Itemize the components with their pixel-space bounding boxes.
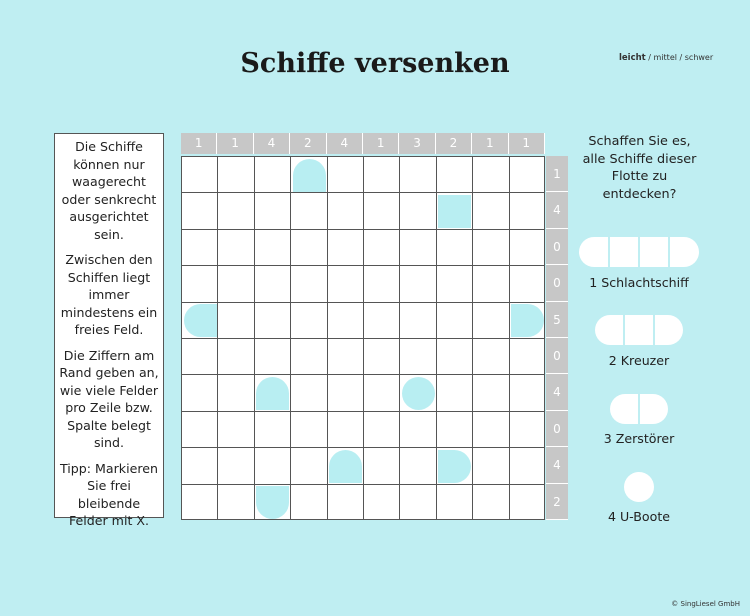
ship-segment bbox=[640, 237, 668, 267]
row-clue-2: 4 bbox=[546, 192, 568, 228]
grid-cell[interactable] bbox=[218, 375, 254, 411]
grid-cell[interactable] bbox=[364, 485, 400, 520]
row-clue-5: 5 bbox=[546, 302, 568, 338]
row-clue-9: 4 bbox=[546, 447, 568, 483]
grid-cell[interactable] bbox=[400, 339, 436, 375]
grid-cell[interactable] bbox=[510, 230, 545, 266]
grid-cell[interactable] bbox=[291, 412, 327, 448]
grid-cell[interactable] bbox=[291, 448, 327, 484]
difficulty-hard[interactable]: schwer bbox=[684, 53, 714, 62]
grid-cell[interactable] bbox=[291, 485, 327, 520]
game-board bbox=[181, 156, 545, 520]
grid-cell[interactable] bbox=[364, 266, 400, 302]
grid-cell[interactable] bbox=[400, 157, 436, 193]
grid-cell[interactable] bbox=[218, 266, 254, 302]
grid-cell[interactable] bbox=[255, 448, 291, 484]
grid-cell[interactable] bbox=[291, 230, 327, 266]
grid-cell[interactable] bbox=[437, 157, 473, 193]
grid-cell[interactable] bbox=[182, 193, 218, 229]
grid-cell[interactable] bbox=[437, 412, 473, 448]
grid-cell[interactable] bbox=[510, 339, 545, 375]
grid-cell[interactable] bbox=[255, 230, 291, 266]
grid-cell[interactable] bbox=[182, 375, 218, 411]
revealed-ship-segment bbox=[329, 450, 362, 483]
difficulty-medium[interactable]: mittel bbox=[653, 53, 677, 62]
grid-cell[interactable] bbox=[400, 266, 436, 302]
revealed-ship-segment bbox=[402, 377, 435, 410]
grid-cell[interactable] bbox=[328, 412, 364, 448]
grid-cell[interactable] bbox=[328, 230, 364, 266]
column-clues bbox=[181, 133, 545, 154]
grid-cell[interactable] bbox=[437, 230, 473, 266]
grid-cell[interactable] bbox=[182, 448, 218, 484]
grid-cell[interactable] bbox=[400, 412, 436, 448]
column-clue-1: 1 bbox=[181, 133, 217, 154]
grid-cell[interactable] bbox=[364, 157, 400, 193]
row-clue-8: 0 bbox=[546, 411, 568, 447]
column-clue-8: 2 bbox=[436, 133, 472, 154]
grid-cell[interactable] bbox=[182, 412, 218, 448]
grid-cell[interactable] bbox=[473, 375, 509, 411]
revealed-ship-segment bbox=[438, 450, 471, 483]
revealed-ship-segment bbox=[256, 377, 289, 410]
row-clue-10: 2 bbox=[546, 484, 568, 520]
grid-cell[interactable] bbox=[218, 157, 254, 193]
grid-cell[interactable] bbox=[400, 230, 436, 266]
ship-segment bbox=[610, 394, 638, 424]
grid-cell[interactable] bbox=[510, 157, 545, 193]
revealed-ship-segment bbox=[184, 304, 217, 337]
row-clue-6: 0 bbox=[546, 338, 568, 374]
grid-cell[interactable] bbox=[364, 303, 400, 339]
grid-cell[interactable] bbox=[400, 303, 436, 339]
grid-cell[interactable] bbox=[364, 230, 400, 266]
ship-segment bbox=[670, 237, 698, 267]
grid-cell[interactable] bbox=[473, 339, 509, 375]
column-clue-3: 4 bbox=[254, 133, 290, 154]
grid-cell[interactable] bbox=[364, 412, 400, 448]
column-clue-7: 3 bbox=[399, 133, 435, 154]
grid-cell[interactable] bbox=[437, 375, 473, 411]
fleet-label: 4 U-Boote bbox=[607, 509, 671, 524]
grid-cell[interactable] bbox=[510, 375, 545, 411]
page-title: Schiffe versenken bbox=[240, 48, 510, 79]
grid-cell[interactable] bbox=[182, 339, 218, 375]
grid-cell[interactable] bbox=[510, 412, 545, 448]
row-clue-7: 4 bbox=[546, 374, 568, 410]
rule-tip: Tipp: Markieren Sie frei bleibende Felder mit X. bbox=[60, 460, 158, 528]
grid-cell[interactable] bbox=[473, 485, 509, 520]
row-clue-4: 0 bbox=[546, 265, 568, 301]
ship-segment bbox=[624, 472, 654, 502]
grid-cell[interactable] bbox=[255, 303, 291, 339]
grid-cell[interactable] bbox=[218, 193, 254, 229]
column-clue-9: 1 bbox=[472, 133, 508, 154]
column-clue-6: 1 bbox=[363, 133, 399, 154]
column-clue-2: 1 bbox=[217, 133, 253, 154]
grid-cell[interactable] bbox=[182, 230, 218, 266]
grid-cell[interactable] bbox=[218, 339, 254, 375]
grid-cell[interactable] bbox=[328, 375, 364, 411]
row-clue-3: 0 bbox=[546, 229, 568, 265]
ship-segment bbox=[640, 394, 668, 424]
row-clues bbox=[546, 156, 568, 520]
revealed-ship-segment bbox=[511, 304, 544, 337]
grid-cell[interactable] bbox=[291, 266, 327, 302]
grid-cell[interactable] bbox=[328, 303, 364, 339]
grid-cell[interactable] bbox=[437, 266, 473, 302]
grid-cell[interactable] bbox=[255, 339, 291, 375]
grid-cell[interactable] bbox=[510, 266, 545, 302]
grid-cell[interactable] bbox=[291, 339, 327, 375]
grid-cell[interactable] bbox=[510, 448, 545, 484]
rule-clues: Die Ziffern am Rand geben an, wie viele Felder pro Zeile bzw. Spalte belegt sind. bbox=[59, 347, 159, 450]
fleet-label: 2 Kreuzer bbox=[608, 353, 670, 368]
grid-cell[interactable] bbox=[182, 157, 218, 193]
grid-cell[interactable] bbox=[328, 193, 364, 229]
grid-cell[interactable] bbox=[400, 485, 436, 520]
difficulty-selector: leicht / mittel / schwer bbox=[619, 53, 714, 63]
grid-cell[interactable] bbox=[255, 157, 291, 193]
grid-cell[interactable] bbox=[437, 303, 473, 339]
grid-cell[interactable] bbox=[291, 303, 327, 339]
ship-segment bbox=[610, 237, 638, 267]
fleet-ship-1 bbox=[624, 472, 654, 502]
grid-cell[interactable] bbox=[182, 485, 218, 520]
fleet-question: Schaffen Sie es, alle Schiffe dieser Flotte zu entdecken? bbox=[582, 134, 697, 202]
ship-segment bbox=[595, 315, 623, 345]
grid-cell[interactable] bbox=[473, 230, 509, 266]
grid-cell[interactable] bbox=[328, 266, 364, 302]
grid-cell[interactable] bbox=[218, 485, 254, 520]
fleet-label: 1 Schlachtschiff bbox=[589, 275, 689, 290]
grid-cell[interactable] bbox=[291, 375, 327, 411]
ship-segment bbox=[579, 237, 607, 267]
grid-cell[interactable] bbox=[255, 412, 291, 448]
grid-cell[interactable] bbox=[437, 339, 473, 375]
grid-cell[interactable] bbox=[473, 193, 509, 229]
fleet-label: 3 Zerstörer bbox=[603, 431, 675, 446]
fleet-ship-4 bbox=[579, 237, 699, 267]
grid-cell[interactable] bbox=[255, 193, 291, 229]
grid-cell[interactable] bbox=[364, 339, 400, 375]
grid-cell[interactable] bbox=[255, 266, 291, 302]
grid-cell[interactable] bbox=[218, 230, 254, 266]
ship-segment bbox=[625, 315, 653, 345]
grid-cell[interactable] bbox=[473, 266, 509, 302]
rules-panel bbox=[54, 133, 164, 528]
grid-cell[interactable] bbox=[473, 157, 509, 193]
grid-cell[interactable] bbox=[473, 448, 509, 484]
rule-orientation: Die Schiffe können nur waagerecht oder senkrecht ausgerichtet sein. bbox=[61, 139, 157, 242]
grid-cell[interactable] bbox=[291, 193, 327, 229]
grid-cell[interactable] bbox=[400, 193, 436, 229]
difficulty-easy[interactable]: leicht bbox=[619, 53, 646, 63]
grid-cell[interactable] bbox=[218, 412, 254, 448]
revealed-ship-segment bbox=[438, 195, 471, 228]
fleet-ship-2 bbox=[610, 394, 668, 424]
grid-cell[interactable] bbox=[218, 448, 254, 484]
ship-segment bbox=[655, 315, 683, 345]
row-clue-1: 1 bbox=[546, 156, 568, 192]
grid-cell[interactable] bbox=[364, 375, 400, 411]
revealed-ship-segment bbox=[293, 159, 326, 192]
grid-cell[interactable] bbox=[364, 193, 400, 229]
column-clue-10: 1 bbox=[509, 133, 545, 154]
grid-cell[interactable] bbox=[400, 448, 436, 484]
grid-cell[interactable] bbox=[473, 303, 509, 339]
grid-cell[interactable] bbox=[182, 266, 218, 302]
grid-cell[interactable] bbox=[364, 448, 400, 484]
grid-cell[interactable] bbox=[328, 485, 364, 520]
grid-cell[interactable] bbox=[328, 157, 364, 193]
copyright: © SingLiesel GmbH bbox=[671, 600, 740, 608]
fleet-ship-3 bbox=[595, 315, 683, 345]
grid-cell[interactable] bbox=[328, 339, 364, 375]
grid-cell[interactable] bbox=[437, 485, 473, 520]
grid-cell[interactable] bbox=[473, 412, 509, 448]
grid-cell[interactable] bbox=[510, 193, 545, 229]
column-clue-4: 2 bbox=[290, 133, 326, 154]
grid-cell[interactable] bbox=[218, 303, 254, 339]
grid-cell[interactable] bbox=[510, 485, 545, 520]
rule-spacing: Zwischen den Schiffen liegt immer mindestens ein freies Feld. bbox=[60, 252, 158, 337]
column-clue-5: 4 bbox=[327, 133, 363, 154]
